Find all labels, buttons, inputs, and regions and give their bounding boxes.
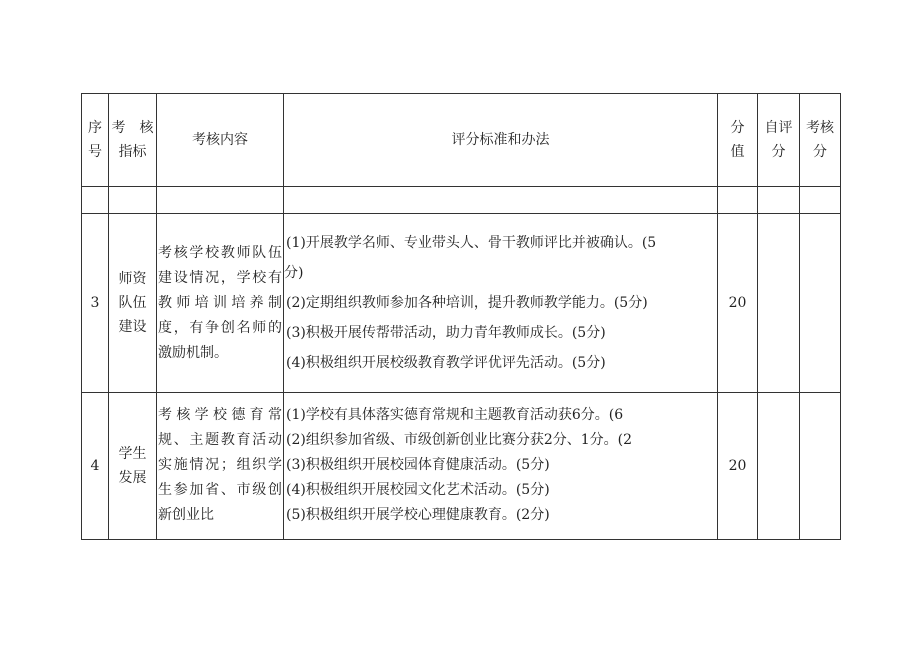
criteria-line: 分)	[284, 265, 304, 281]
header-indicator: 考 核 指标	[109, 94, 157, 187]
criteria-line: (1)学校有具体落实德育常规和主题教育活动获6分。(6	[286, 407, 624, 423]
empty-cell	[82, 187, 109, 214]
header-content: 考核内容	[157, 94, 284, 187]
empty-cell	[758, 187, 800, 214]
criteria-line: (3)积极开展传帮带活动，助力青年教师成长。(5分)	[286, 325, 606, 341]
table-row	[82, 214, 841, 393]
row-number: 3	[82, 214, 109, 393]
header-exam-score: 考核 分	[800, 94, 841, 187]
row-criteria	[284, 214, 718, 393]
header-score: 分 值	[718, 94, 758, 187]
row-number: 4	[82, 393, 109, 540]
row-criteria	[284, 393, 718, 540]
empty-cell	[109, 187, 157, 214]
criteria-line: (4)积极组织开展校级教育教学评优评先活动。(5分)	[286, 355, 606, 371]
row-indicator: 师资 队伍 建设	[109, 214, 157, 393]
row-score: 20	[718, 214, 758, 393]
empty-cell	[800, 187, 841, 214]
row-content: 考核学校教师队伍建设情况，学校有教师培训培养制度，有争创名师的激励机制。	[157, 214, 284, 393]
row-indicator: 学生 发展	[109, 393, 157, 540]
empty-cell	[284, 187, 718, 214]
row-content: 考核学校德育常规、主题教育活动实施情况；组织学生参加省、市级创新创业比	[157, 393, 284, 540]
header-row	[82, 94, 841, 187]
criteria-line: (5)积极组织开展学校心理健康教育。(2分)	[286, 507, 550, 523]
row-self-score	[758, 214, 800, 393]
header-self-score: 自评 分	[758, 94, 800, 187]
criteria-line: (4)积极组织开展校园文化艺术活动。(5分)	[286, 482, 550, 498]
header-criteria: 评分标准和办法	[284, 94, 718, 187]
header-no: 序 号	[82, 94, 109, 187]
empty-row	[82, 187, 841, 214]
row-exam-score	[800, 393, 841, 540]
scoring-table	[81, 93, 841, 540]
criteria-line: (2)组织参加省级、市级创新创业比赛分获2分、1分。(2	[286, 432, 633, 448]
empty-cell	[157, 187, 284, 214]
row-exam-score	[800, 214, 841, 393]
empty-cell	[718, 187, 758, 214]
criteria-line: (2)定期组织教师参加各种培训，提升教师教学能力。(5分)	[286, 295, 648, 311]
criteria-line: (3)积极组织开展校园体育健康活动。(5分)	[286, 457, 550, 473]
criteria-line: (1)开展教学名师、专业带头人、骨干教师评比并被确认。(5	[286, 235, 657, 251]
row-score: 20	[718, 393, 758, 540]
table-row	[82, 393, 841, 540]
row-self-score	[758, 393, 800, 540]
